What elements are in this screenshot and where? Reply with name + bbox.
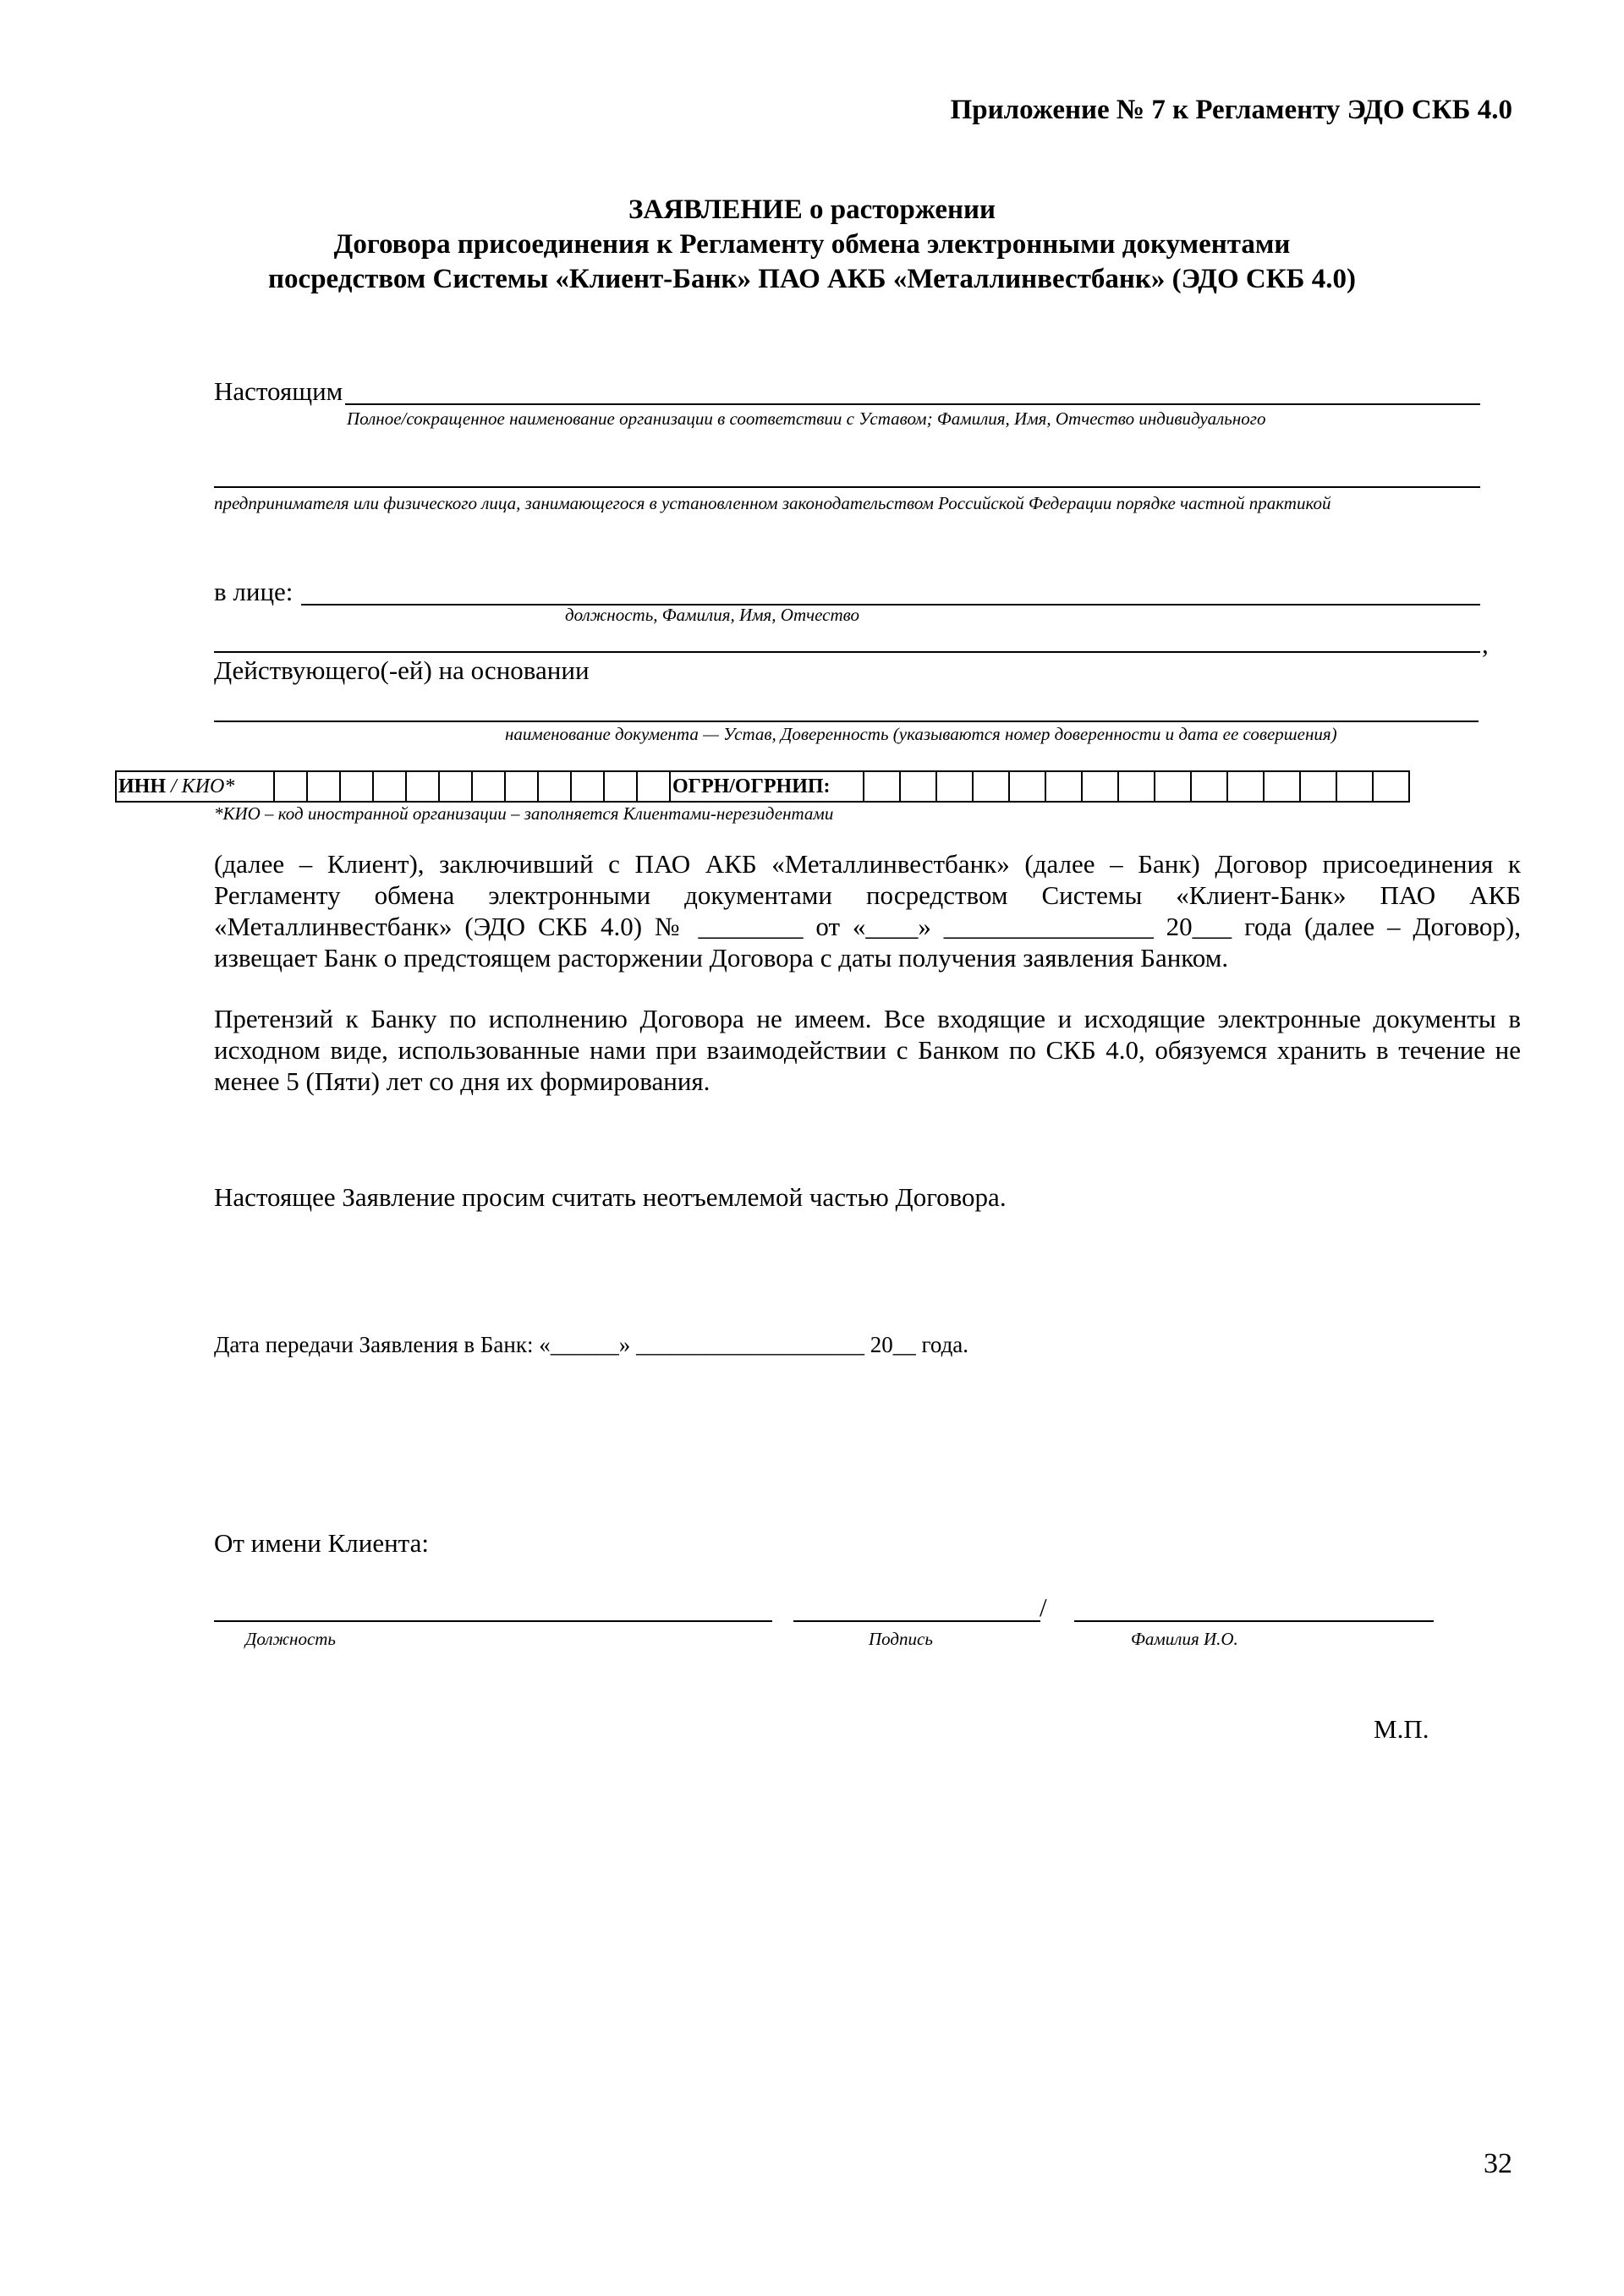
inn-digit-cell[interactable] [307, 771, 340, 802]
inn-digit-cell[interactable] [340, 771, 373, 802]
stamp-label: М.П. [1374, 1714, 1429, 1744]
person-field[interactable] [301, 604, 1480, 606]
document-title-line-2: Договора присоединения к Регламенту обмена электронными документами [333, 229, 1291, 260]
full-name-field[interactable] [1074, 1620, 1434, 1622]
inn-digit-cell[interactable] [538, 771, 571, 802]
person-label: в лице: [214, 577, 294, 606]
ogrn-digit-cell[interactable] [900, 771, 936, 802]
inn-digit-cell[interactable] [406, 771, 439, 802]
full-name-caption: Фамилия И.О. [1131, 1629, 1238, 1649]
ogrn-digit-cell[interactable] [1155, 771, 1191, 802]
inn-digit-cell[interactable] [373, 771, 406, 802]
ogrn-digit-cell[interactable] [936, 771, 973, 802]
inn-digit-cell[interactable] [604, 771, 637, 802]
org-name-field-continued[interactable] [214, 486, 1480, 488]
signature-slash: / [1040, 1592, 1047, 1622]
ogrn-digit-cell[interactable] [864, 771, 900, 802]
ogrn-digit-cell[interactable] [1373, 771, 1409, 802]
inn-digit-cell[interactable] [637, 771, 670, 802]
hereby-label: Настоящим [214, 376, 343, 406]
ogrn-digit-cell[interactable] [1264, 771, 1300, 802]
inn-kio-label [116, 771, 274, 802]
ogrn-digit-cell[interactable] [1300, 771, 1336, 802]
kio-label: / КИО* [166, 775, 235, 797]
ogrn-digit-cell[interactable] [1336, 771, 1373, 802]
person-caption: должность, Фамилия, Имя, Отчество [565, 605, 860, 625]
ogrn-digit-cell[interactable] [1118, 771, 1155, 802]
kio-footnote: *КИО – код иностранной организации – заполняется Клиентами-нерезидентами [214, 803, 834, 824]
body-paragraph-3: Настоящее Заявление просим считать неотъемлемой частью Договора. [214, 1182, 1007, 1212]
ogrn-digit-cell[interactable] [973, 771, 1009, 802]
ogrn-label: ОГРН/ОГРНИП: [670, 771, 864, 802]
ogrn-digit-cell[interactable] [1045, 771, 1082, 802]
inn-digit-cell[interactable] [571, 771, 604, 802]
document-title-line-1: ЗАЯВЛЕНИЕ о расторжении [628, 195, 996, 225]
inn-label: ИНН [118, 775, 167, 797]
org-name-field[interactable] [345, 403, 1480, 405]
basis-field[interactable] [214, 721, 1479, 722]
on-behalf-label: От имени Клиента: [214, 1528, 429, 1558]
position-field[interactable] [214, 1620, 772, 1622]
signature-field[interactable] [793, 1620, 1040, 1622]
inn-digit-cell[interactable] [439, 771, 472, 802]
basis-caption: наименование документа — Устав, Доверенность (указываются номер доверенности и дата ее совершения) [505, 724, 1337, 744]
ogrn-digit-cell[interactable] [1082, 771, 1118, 802]
comma: , [1482, 629, 1489, 659]
inn-digit-cell[interactable] [274, 771, 307, 802]
basis-label: Действующего(-ей) на основании [214, 655, 590, 685]
submission-date-line: Дата передачи Заявления в Банк: «______» ____________________ 20__ года. [214, 1332, 969, 1357]
document-title-line-3: посредством Системы «Клиент-Банк» ПАО АКБ «Металлинвестбанк» (ЭДО СКБ 4.0) [268, 264, 1356, 294]
org-name-caption-2: предпринимателя или физического лица, занимающегося в установленном законодательством Российской Федерации порядке частной практикой [214, 493, 1331, 513]
inn-digit-cell[interactable] [472, 771, 505, 802]
body-paragraph-1: (далее – Клиент), заключивший с ПАО АКБ «Металлинвестбанк» (далее – Банк) Договор присоединения к Регламенту обмена электронными документами посредством Системы «Клиент-Банк» ПАО АКБ «Металлинвестбанк» (ЭДО СКБ 4.0) № ________ от «____» ________________ 20___ года (далее – Договор), извещает Банк о предстоящем расторжении Договора с даты получения заявления Банком. [214, 849, 1521, 973]
org-name-caption-1: Полное/сокращенное наименование организации в соответствии с Уставом; Фамилия, Имя, Отчество индивидуального [347, 408, 1266, 429]
ogrn-digit-cell[interactable] [1191, 771, 1227, 802]
ogrn-digit-cell[interactable] [1009, 771, 1045, 802]
page-number: 32 [1484, 2148, 1512, 2179]
position-caption: Должность [245, 1629, 336, 1649]
codes-table [115, 770, 1410, 803]
appendix-heading: Приложение № 7 к Регламенту ЭДО СКБ 4.0 [950, 95, 1512, 125]
signature-caption: Подпись [869, 1629, 933, 1649]
person-field-continued[interactable] [214, 651, 1480, 653]
ogrn-digit-cell[interactable] [1227, 771, 1264, 802]
body-paragraph-2: Претензий к Банку по исполнению Договора не имеем. Все входящие и исходящие электронные документы в исходном виде, использованные нами при взаимодействии с Банком по СКБ 4.0, обязуемся хранить в течение не менее 5 (Пяти) лет со дня их формирования. [214, 1004, 1521, 1096]
inn-digit-cell[interactable] [505, 771, 538, 802]
